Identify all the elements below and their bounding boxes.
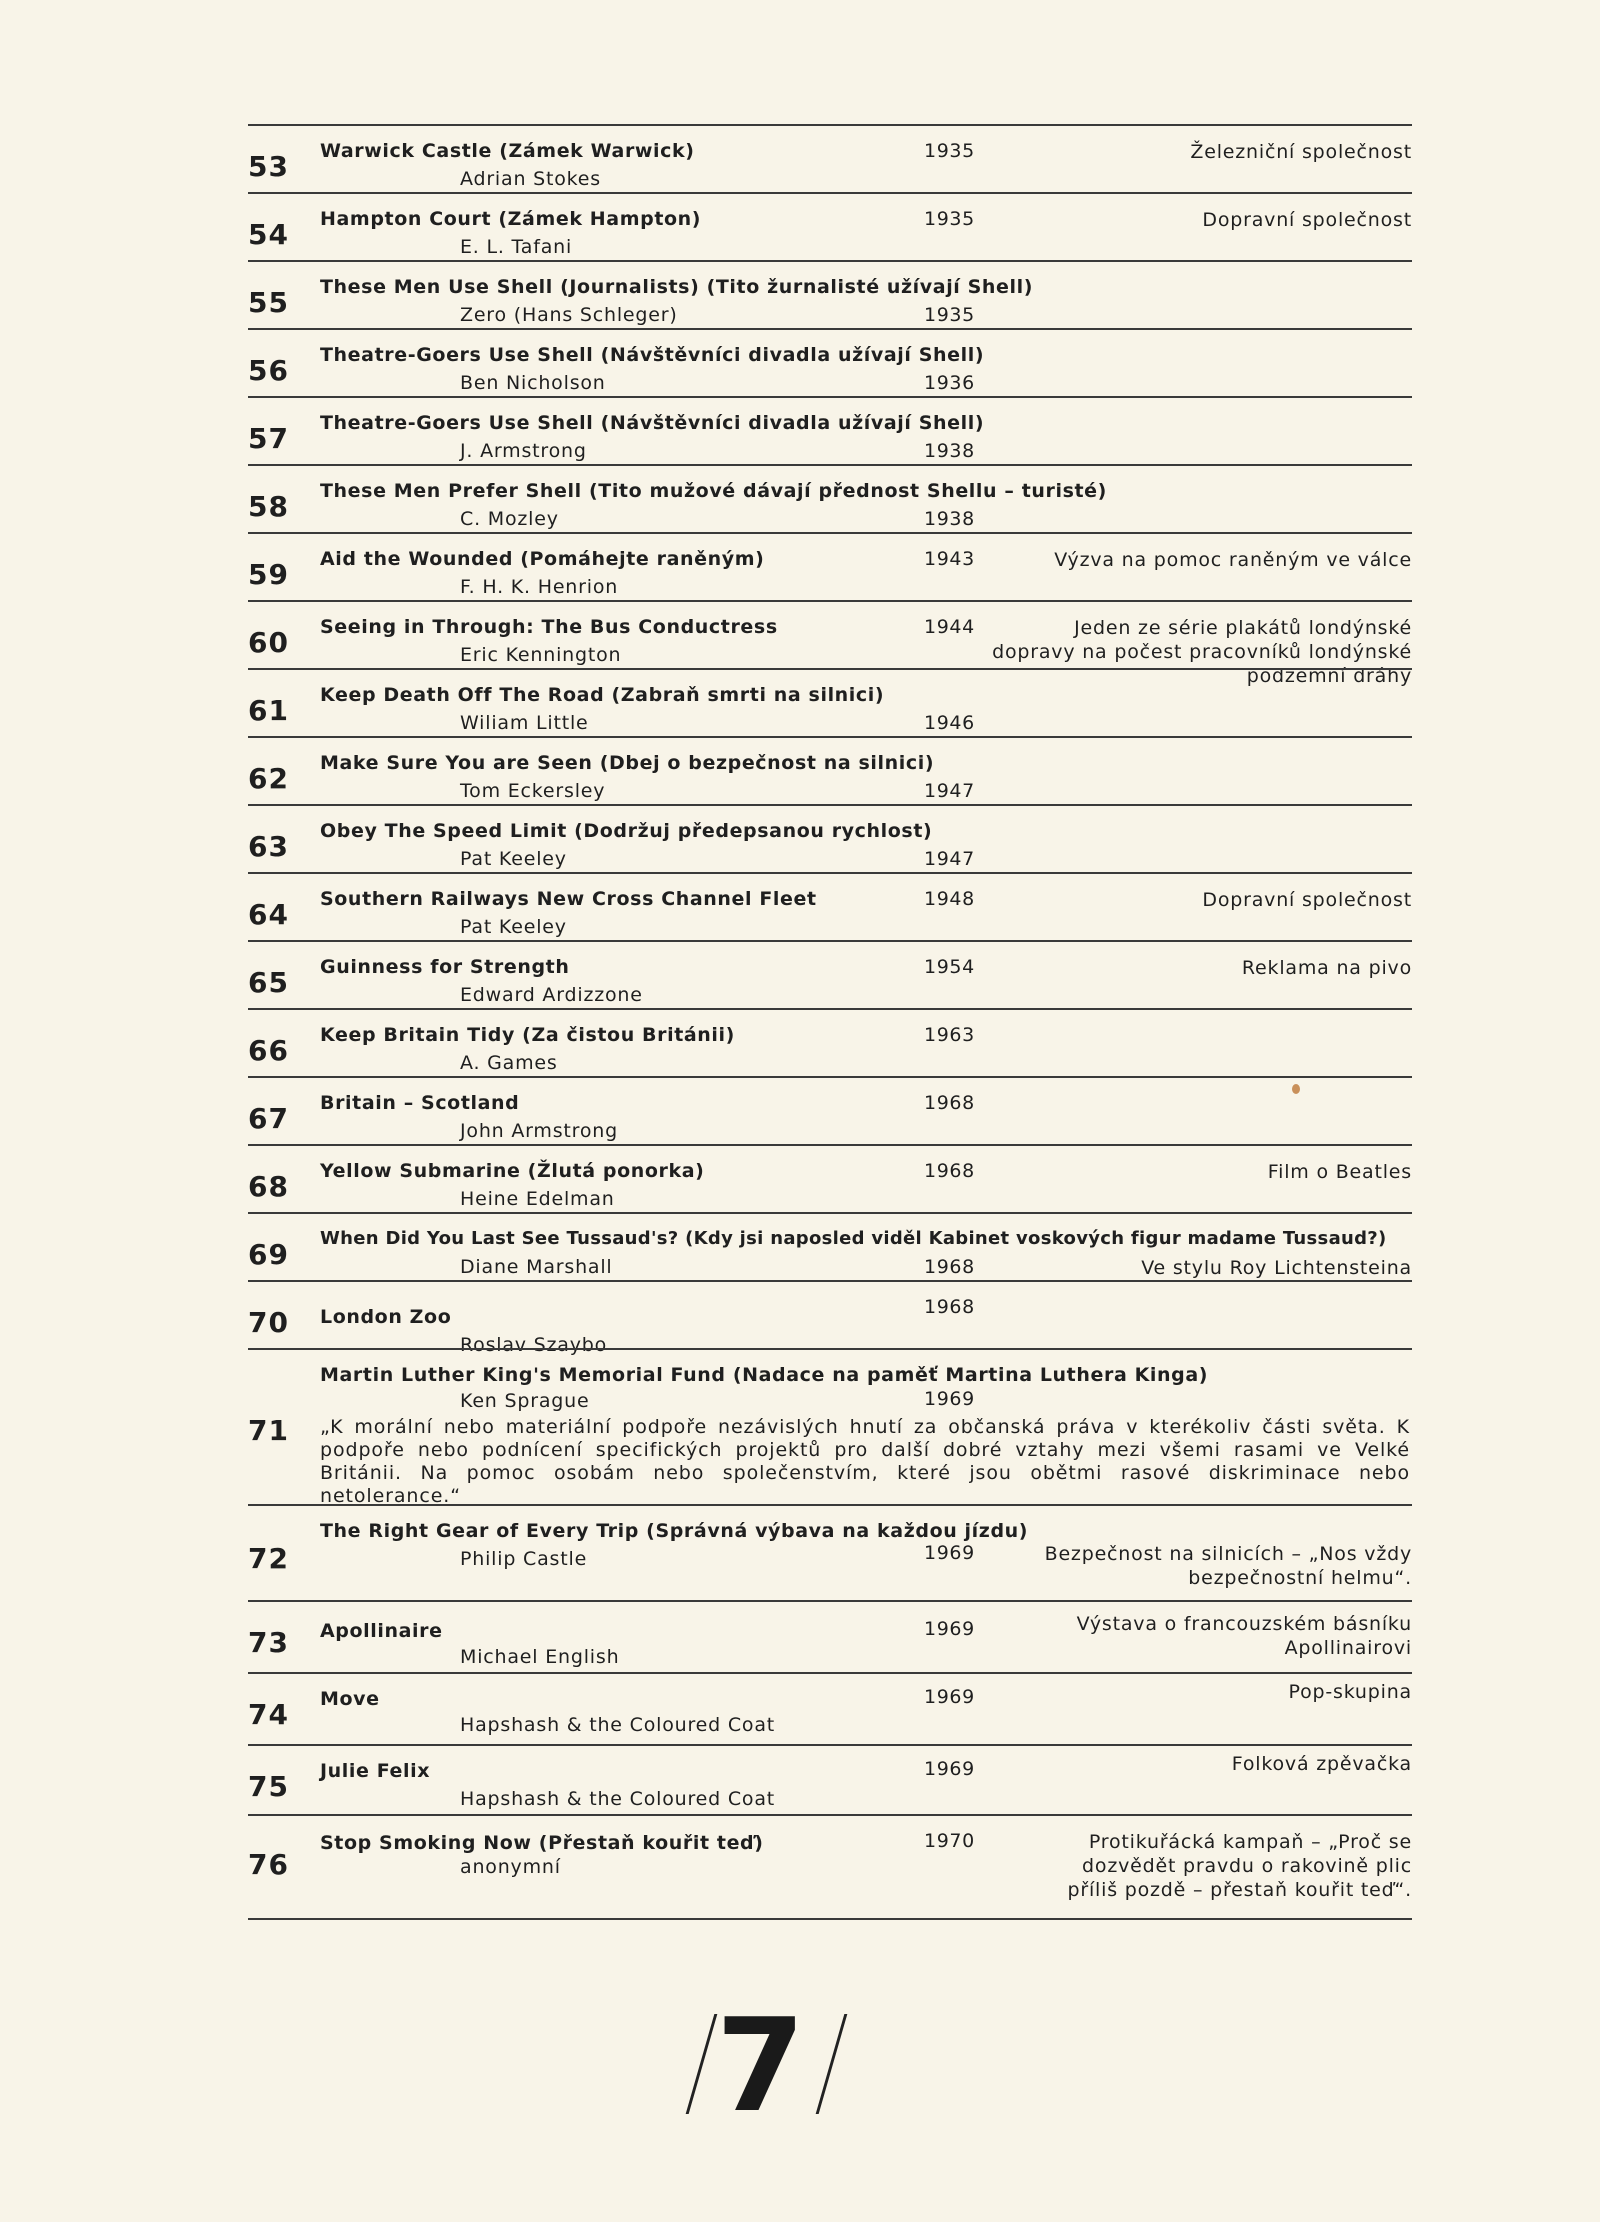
entry-title: Julie Felix [320,1760,431,1782]
catalog-entry [248,1212,1412,1280]
entry-title: Make Sure You are Seen (Dbej o bezpečnost na silnici) [320,752,935,774]
entry-number: 57 [248,422,289,455]
catalog-entry [248,1008,1412,1076]
entry-note: Dopravní společnost [1202,209,1412,231]
entry-title: Theatre-Goers Use Shell (Návštěvníci divadla užívají Shell) [320,412,985,434]
catalog-entry [248,1076,1412,1144]
entry-number: 72 [248,1542,289,1575]
entry-author: Hapshash & the Coloured Coat [460,1788,776,1810]
entry-author: J. Armstrong [460,440,587,462]
entry-number: 70 [248,1306,289,1339]
entry-note: Výzva na pomoc raněným ve válce [1054,549,1412,571]
entry-author: Eric Kennington [460,644,622,666]
poster-catalog-list [248,124,1412,1920]
entry-title: Southern Railways New Cross Channel Fleet [320,888,817,910]
catalog-entry [248,940,1412,1008]
entry-note: Protikuřácká kampaň – „Proč se dozvědět pravdu o rakovině plic příliš pozdě – přestaň kouřit teď“. [1067,1831,1412,1901]
entry-author: F. H. K. Henrion [460,576,619,598]
entry-title: These Men Prefer Shell (Tito mužové dávají přednost Shellu – turisté) [320,480,1107,502]
entry-number: 62 [248,762,289,795]
entry-note: Folková zpěvačka [1231,1753,1412,1775]
entry-author: E. L. Tafani [460,236,573,258]
right-slash [816,2014,848,2114]
entry-year: 1969 [924,1758,975,1780]
entry-author: John Armstrong [460,1120,619,1142]
left-slash [686,2014,718,2114]
entry-author: Michael English [460,1646,620,1668]
entry-year: 1969 [924,1388,975,1410]
entry-year: 1944 [924,616,975,638]
entry-author: C. Mozley [460,508,559,530]
entry-author: Ken Sprague [460,1390,590,1412]
catalog-entry [248,260,1412,328]
entry-year: 1946 [924,712,975,734]
entry-number: 63 [248,830,289,863]
entry-author: Edward Ardizzone [460,984,643,1006]
entry-number: 56 [248,354,289,387]
entry-number: 73 [248,1626,289,1659]
entry-number: 71 [248,1414,289,1447]
entry-title: Hampton Court (Zámek Hampton) [320,208,702,230]
catalog-entry [248,1504,1412,1600]
catalog-entry [248,1280,1412,1356]
entry-year: 1943 [924,548,975,570]
page-number: 7 [716,1992,802,2141]
catalog-entry [248,1348,1412,1507]
entry-author: Heine Edelman [460,1188,615,1210]
entry-number: 54 [248,218,289,251]
catalog-entry [248,872,1412,940]
entry-author: Adrian Stokes [460,168,601,190]
entry-number: 55 [248,286,289,319]
catalog-entry [248,124,1412,192]
entry-year: 1935 [924,140,975,162]
entry-year: 1947 [924,848,975,870]
entry-year: 1969 [924,1542,975,1564]
entry-note: Dopravní společnost [1202,889,1412,911]
entry-title: When Did You Last See Tussaud's? (Kdy jsi naposled viděl Kabinet voskových figur madame Tussaud?) [320,1228,1387,1249]
entry-year: 1938 [924,440,975,462]
catalog-entry [248,532,1412,600]
entry-author: Ben Nicholson [460,372,606,394]
catalog-entry [248,736,1412,804]
entry-title: Apollinaire [320,1620,443,1642]
catalog-entry [248,668,1412,736]
catalog-entry [248,328,1412,396]
entry-number: 67 [248,1102,289,1135]
entry-author: Philip Castle [460,1548,588,1570]
entry-number: 61 [248,694,289,727]
entry-year: 1947 [924,780,975,802]
entry-title: Seeing in Through: The Bus Conductress [320,616,778,638]
entry-title: Martin Luther King's Memorial Fund (Nadace na paměť Martina Luthera Kinga) [320,1364,1209,1386]
entry-note: Film o Beatles [1267,1161,1412,1183]
entry-year: 1969 [924,1618,975,1640]
entry-author: Diane Marshall [460,1256,613,1278]
entry-title: Keep Britain Tidy (Za čistou Británii) [320,1024,735,1046]
entry-author: Pat Keeley [460,916,567,938]
entry-year: 1968 [924,1092,975,1114]
entry-title: Theatre-Goers Use Shell (Návštěvníci divadla užívají Shell) [320,344,985,366]
catalog-entry [248,464,1412,532]
entry-title: The Right Gear of Every Trip (Správná výbava na každou jízdu) [320,1520,1029,1542]
entry-number: 69 [248,1238,289,1271]
entry-author: Roslav Szaybo [460,1334,608,1356]
entry-number: 53 [248,150,289,183]
entry-note: Výstava o francouzském básníku Apollinairovi [1076,1613,1412,1659]
ink-spot [1292,1084,1300,1094]
page-number-mark [688,1992,848,2141]
entry-title: Yellow Submarine (Žlutá ponorka) [320,1160,705,1182]
entry-year: 1968 [924,1256,975,1278]
entry-year: 1970 [924,1830,975,1852]
entry-year: 1935 [924,208,975,230]
entry-note: Reklama na pivo [1241,957,1412,979]
entry-title: London Zoo [320,1306,452,1328]
entry-title: Obey The Speed Limit (Dodržuj předepsanou rychlost) [320,820,933,842]
catalog-entry [248,396,1412,464]
entry-year: 1938 [924,508,975,530]
entry-author: A. Games [460,1052,558,1074]
entry-author: Hapshash & the Coloured Coat [460,1714,776,1736]
catalog-entry [248,1744,1412,1814]
entry-note: Železniční společnost [1190,141,1412,163]
entry-title: Britain – Scotland [320,1092,520,1114]
entry-note: Pop-skupina [1288,1681,1412,1703]
entry-title: Guinness for Strength [320,956,570,978]
entry-year: 1968 [924,1160,975,1182]
entry-number: 65 [248,966,289,999]
entry-author: Pat Keeley [460,848,567,870]
entry-number: 68 [248,1170,289,1203]
entry-year: 1948 [924,888,975,910]
entry-number: 59 [248,558,289,591]
entry-title: Keep Death Off The Road (Zabraň smrti na silnici) [320,684,885,706]
entry-title: Stop Smoking Now (Přestaň kouřit teď) [320,1832,764,1854]
entry-number: 60 [248,626,289,659]
entry-author: Zero (Hans Schleger) [460,304,678,326]
entry-year: 1935 [924,304,975,326]
entry-title: Move [320,1688,380,1710]
entry-number: 75 [248,1770,289,1803]
entry-number: 64 [248,898,289,931]
entry-title: Aid the Wounded (Pomáhejte raněným) [320,548,765,570]
entry-number: 58 [248,490,289,523]
entry-author: Wiliam Little [460,712,589,734]
entry-year: 1969 [924,1686,975,1708]
catalog-entry [248,1672,1412,1744]
entry-year: 1954 [924,956,975,978]
catalog-entry [248,1600,1412,1672]
entry-author: anonymní [460,1856,561,1878]
entry-title: These Men Use Shell (Journalists) (Tito žurnalisté užívají Shell) [320,276,1034,298]
catalog-entry [248,192,1412,260]
entry-year: 1963 [924,1024,975,1046]
entry-number: 76 [248,1848,289,1881]
entry-note: Ve stylu Roy Lichtensteina [1141,1257,1412,1279]
entry-quote: „K morální nebo materiální podpoře nezávislých hnutí za občanská práva v kterékoliv části světa. K podpoře nebo podnícení specifických projektů pro další dobré vztahy mezi všemi rasami ve Velké Británii. Na pomoc osobám nebo společenstvím, které jsou obětmi rasové diskriminace nebo netolerance.“ [320,1416,1410,1507]
entry-note: Bezpečnost na silnicích – „Nos vždy bezpečnostní helmu“. [1044,1543,1412,1589]
entry-year: 1936 [924,372,975,394]
catalog-entry [248,1144,1412,1212]
entry-title: Warwick Castle (Zámek Warwick) [320,140,695,162]
catalog-entry [248,804,1412,872]
catalog-entry [248,600,1412,687]
entry-note: Jeden ze série plakátů londýnské dopravy na počest pracovníků londýnské podzemní dráhy [992,617,1412,687]
entry-author: Tom Eckersley [460,780,606,802]
catalog-entry [248,1814,1412,1920]
entry-number: 74 [248,1698,289,1731]
entry-number: 66 [248,1034,289,1067]
entry-year: 1968 [924,1296,975,1318]
